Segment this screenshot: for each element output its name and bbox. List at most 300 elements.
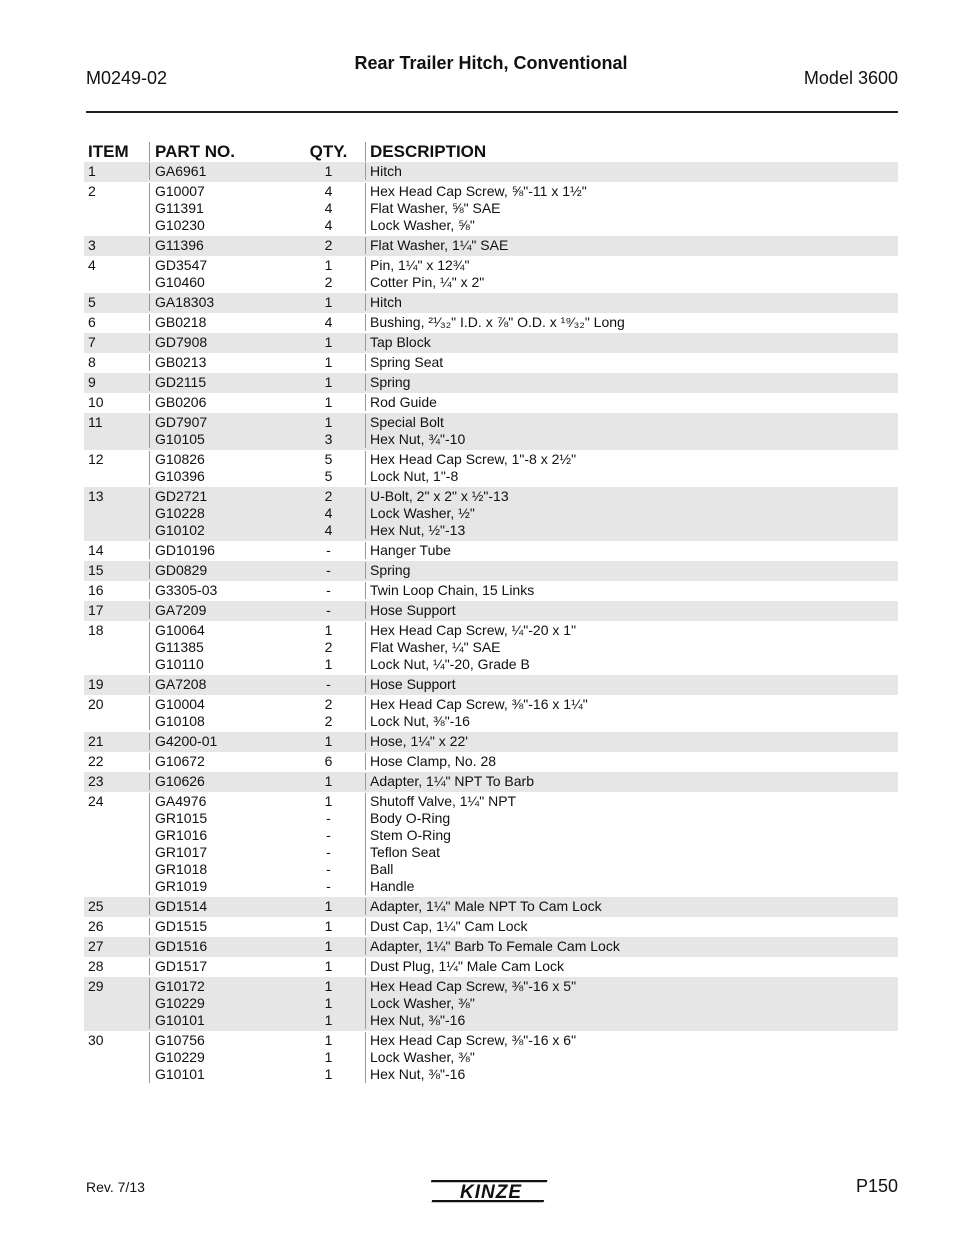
description-cell	[365, 773, 898, 790]
part-number: GD7907	[155, 414, 208, 430]
description: Spring Seat	[370, 354, 444, 370]
part-number: G10102	[155, 522, 205, 538]
description: Body O-Ring	[370, 810, 451, 826]
kinze-logo	[431, 1176, 551, 1206]
part-number: GR1015	[155, 810, 208, 826]
table-row	[84, 487, 898, 541]
item-number: 22	[88, 753, 104, 769]
description: Shutoff Valve, 1¼" NPT	[370, 793, 517, 809]
part-number: G10172	[155, 978, 205, 994]
quantity-cell	[292, 773, 365, 790]
table-row	[84, 675, 898, 695]
part-number: G10105	[155, 431, 205, 447]
column-header-item: ITEM	[88, 142, 129, 161]
quantity: 4	[324, 314, 333, 330]
quantity: -	[326, 861, 331, 877]
description: Lock Nut, 1"-8	[370, 468, 459, 484]
description: Adapter, 1¼" Male NPT To Cam Lock	[370, 898, 602, 914]
description: Cotter Pin, ¼" x 2"	[370, 274, 485, 290]
quantity: -	[326, 562, 331, 578]
part-number: GD1514	[155, 898, 208, 914]
table-row	[84, 561, 898, 581]
description: Lock Washer, ⅜"	[370, 1049, 475, 1065]
table-row	[84, 621, 898, 675]
description-cell	[365, 257, 898, 291]
description: Lock Nut, ⅜"-16	[370, 713, 470, 729]
part-number: G10228	[155, 505, 205, 521]
description: Rod Guide	[370, 394, 437, 410]
part-number-cell	[149, 542, 292, 559]
description: Hex Head Cap Screw, ⅜"-16 x 6"	[370, 1032, 577, 1048]
item-number: 18	[88, 622, 104, 638]
part-number-cell	[149, 394, 292, 411]
part-number: G11396	[155, 237, 204, 253]
column-header-qty: QTY.	[309, 142, 348, 161]
description-cell	[365, 622, 898, 673]
part-number-cell	[149, 898, 292, 915]
part-number: GA18303	[155, 294, 215, 310]
description: Hose Clamp, No. 28	[370, 753, 497, 769]
quantity-cell	[292, 582, 365, 599]
part-number: G11391	[155, 200, 204, 216]
description: Hose, 1¼" x 22'	[370, 733, 468, 749]
quantity: -	[326, 542, 331, 558]
item-number: 11	[88, 414, 103, 430]
description: Hex Nut, ½"-13	[370, 522, 466, 538]
quantity-cell	[292, 183, 365, 234]
description-cell	[365, 602, 898, 619]
item-number: 30	[88, 1032, 104, 1048]
quantity-cell	[292, 163, 365, 180]
part-number: G10229	[155, 995, 205, 1011]
description: Hex Head Cap Screw, ¼"-20 x 1"	[370, 622, 577, 638]
table-row	[84, 1031, 898, 1085]
description: Lock Nut, ¼"-20, Grade B	[370, 656, 530, 672]
part-number-cell	[149, 237, 292, 254]
page-number: P150	[855, 1176, 898, 1196]
item-number: 3	[88, 237, 96, 253]
quantity-cell	[292, 793, 365, 895]
quantity: 1	[324, 1049, 333, 1065]
quantity: 1	[324, 414, 333, 430]
quantity-cell	[292, 733, 365, 750]
quantity-cell	[292, 696, 365, 730]
part-number: GB0218	[155, 314, 207, 330]
table-row	[84, 256, 898, 293]
part-number-cell	[149, 676, 292, 693]
item-number: 24	[88, 793, 104, 809]
quantity: 4	[324, 522, 333, 538]
description: Adapter, 1¼" NPT To Barb	[370, 773, 534, 789]
item-number: 7	[88, 334, 96, 350]
part-number: GD3547	[155, 257, 208, 273]
part-number: GD2721	[155, 488, 208, 504]
item-number: 20	[88, 696, 104, 712]
description-cell	[365, 582, 898, 599]
table-row	[84, 581, 898, 601]
quantity-cell	[292, 314, 365, 331]
description: Spring	[370, 562, 411, 578]
table-body	[84, 162, 898, 1085]
description-cell	[365, 488, 898, 539]
part-number-cell	[149, 257, 292, 291]
part-number-cell	[149, 733, 292, 750]
item-number: 16	[88, 582, 104, 598]
quantity: 4	[324, 183, 333, 199]
part-number-cell	[149, 314, 292, 331]
description: Hanger Tube	[370, 542, 451, 558]
column-header-description: DESCRIPTION	[365, 142, 898, 162]
part-number-cell	[149, 938, 292, 955]
part-number-cell	[149, 918, 292, 935]
item-number: 10	[88, 394, 104, 410]
part-number-cell	[149, 958, 292, 975]
quantity-cell	[292, 414, 365, 448]
quantity-cell	[292, 374, 365, 391]
quantity: 1	[324, 793, 333, 809]
item-number: 13	[88, 488, 104, 504]
quantity-cell	[292, 918, 365, 935]
part-number: GA4976	[155, 793, 207, 809]
part-number-cell	[149, 163, 292, 180]
item-number: 25	[88, 898, 104, 914]
description: Dust Plug, 1¼" Male Cam Lock	[370, 958, 565, 974]
part-number: G10064	[155, 622, 205, 638]
description-cell	[365, 898, 898, 915]
part-number: GB0213	[155, 354, 207, 370]
quantity: -	[326, 878, 331, 894]
part-number: G3305-03	[155, 582, 218, 598]
quantity: -	[326, 602, 331, 618]
description: Adapter, 1¼" Barb To Female Cam Lock	[370, 938, 620, 954]
table-row	[84, 162, 898, 182]
part-number: GD1516	[155, 938, 208, 954]
quantity-cell	[292, 562, 365, 579]
quantity: 1	[324, 958, 333, 974]
quantity: 2	[324, 713, 333, 729]
quantity: 1	[324, 1032, 333, 1048]
part-number-cell	[149, 622, 292, 673]
description: Twin Loop Chain, 15 Links	[370, 582, 535, 598]
description: Hitch	[370, 163, 402, 179]
table-row	[84, 353, 898, 373]
description: Bushing, ²¹⁄₃₂" I.D. x ⅞" O.D. x ¹⁹⁄₃₂" Long	[370, 314, 625, 330]
quantity: 6	[324, 753, 333, 769]
quantity: -	[326, 676, 331, 692]
part-number-cell	[149, 354, 292, 371]
part-number: G10396	[155, 468, 205, 484]
quantity: 1	[324, 1066, 333, 1082]
quantity: -	[326, 844, 331, 860]
part-number: G10230	[155, 217, 205, 233]
part-number: G10229	[155, 1049, 205, 1065]
part-number-cell	[149, 793, 292, 895]
table-row	[84, 373, 898, 393]
quantity: 1	[324, 354, 333, 370]
quantity: 2	[324, 696, 333, 712]
description: Hitch	[370, 294, 402, 310]
description-cell	[365, 237, 898, 254]
description-cell	[365, 938, 898, 955]
table-row	[84, 450, 898, 487]
table-row	[84, 897, 898, 917]
table-row	[84, 601, 898, 621]
table-row	[84, 413, 898, 450]
part-number: G10756	[155, 1032, 205, 1048]
part-number: G10004	[155, 696, 205, 712]
description-cell	[365, 314, 898, 331]
description-cell	[365, 753, 898, 770]
part-number: G10101	[155, 1066, 205, 1082]
item-number: 26	[88, 918, 104, 934]
quantity: 4	[324, 200, 333, 216]
quantity-cell	[292, 237, 365, 254]
quantity: 1	[324, 163, 333, 179]
part-number: GD7908	[155, 334, 208, 350]
quantity-cell	[292, 753, 365, 770]
quantity: 1	[324, 773, 333, 789]
part-number: GR1017	[155, 844, 208, 860]
description: Hex Head Cap Screw, 1"-8 x 2½"	[370, 451, 577, 467]
item-number: 4	[88, 257, 96, 273]
description: Hose Support	[370, 602, 456, 618]
quantity: -	[326, 582, 331, 598]
part-number: G10007	[155, 183, 205, 199]
header-rule	[86, 111, 898, 113]
quantity-cell	[292, 257, 365, 291]
part-number: GD0829	[155, 562, 208, 578]
quantity: 1	[324, 394, 333, 410]
part-number-cell	[149, 978, 292, 1029]
part-number: GD1517	[155, 958, 208, 974]
page-title: Rear Trailer Hitch, Conventional	[354, 53, 628, 73]
description: Hose Support	[370, 676, 456, 692]
description-cell	[365, 918, 898, 935]
quantity: 1	[324, 918, 333, 934]
table-row	[84, 293, 898, 313]
part-number: G11385	[155, 639, 204, 655]
part-number: G10110	[155, 656, 204, 672]
description: Hex Head Cap Screw, ⅜"-16 x 5"	[370, 978, 577, 994]
description: Hex Nut, ⅜"-16	[370, 1066, 466, 1082]
table-row	[84, 333, 898, 353]
description-cell	[365, 334, 898, 351]
item-number: 1	[88, 163, 96, 179]
description: Special Bolt	[370, 414, 444, 430]
item-number: 8	[88, 354, 96, 370]
item-number: 17	[88, 602, 104, 618]
table-row	[84, 752, 898, 772]
description: Hex Head Cap Screw, ⅜"-16 x 1¼"	[370, 696, 588, 712]
quantity: 1	[324, 334, 333, 350]
item-number: 5	[88, 294, 96, 310]
quantity: 1	[324, 898, 333, 914]
doc-number: M0249-02	[86, 68, 168, 88]
part-number: G10108	[155, 713, 205, 729]
quantity: 1	[324, 374, 333, 390]
part-number-cell	[149, 488, 292, 539]
quantity: 5	[324, 468, 333, 484]
description-cell	[365, 958, 898, 975]
description-cell	[365, 354, 898, 371]
description: Dust Cap, 1¼" Cam Lock	[370, 918, 528, 934]
part-number-cell	[149, 414, 292, 448]
quantity-cell	[292, 451, 365, 485]
description: Stem O-Ring	[370, 827, 451, 843]
table-row	[84, 792, 898, 897]
description-cell	[365, 733, 898, 750]
description: Tap Block	[370, 334, 431, 350]
description-cell	[365, 793, 898, 895]
description: Ball	[370, 861, 394, 877]
description-cell	[365, 542, 898, 559]
table-row	[84, 917, 898, 937]
part-number: GB0206	[155, 394, 207, 410]
part-number: GR1018	[155, 861, 208, 877]
quantity: 1	[324, 978, 333, 994]
part-number: G4200-01	[155, 733, 218, 749]
quantity-cell	[292, 898, 365, 915]
item-number: 27	[88, 938, 104, 954]
quantity-cell	[292, 676, 365, 693]
part-number-cell	[149, 294, 292, 311]
description: Hex Nut, ¾"-10	[370, 431, 466, 447]
item-number: 14	[88, 542, 104, 558]
revision-label: Rev. 7/13	[86, 1179, 145, 1195]
quantity: 4	[324, 217, 333, 233]
table-row	[84, 393, 898, 413]
quantity-cell	[292, 488, 365, 539]
part-number: G10826	[155, 451, 205, 467]
quantity-cell	[292, 334, 365, 351]
item-number: 29	[88, 978, 104, 994]
table-row	[84, 313, 898, 333]
quantity: 2	[324, 237, 333, 253]
description-cell	[365, 183, 898, 234]
quantity: 5	[324, 451, 333, 467]
description: Lock Washer, ⅜"	[370, 995, 475, 1011]
quantity: -	[326, 827, 331, 843]
quantity: 1	[324, 656, 333, 672]
model-label: Model 3600	[803, 68, 898, 88]
table-row	[84, 695, 898, 732]
part-number: GR1016	[155, 827, 208, 843]
table-row	[84, 732, 898, 752]
description: Flat Washer, ⅝" SAE	[370, 200, 501, 216]
part-number-cell	[149, 183, 292, 234]
table-row	[84, 772, 898, 792]
quantity: 1	[324, 733, 333, 749]
description-cell	[365, 1032, 898, 1083]
quantity-cell	[292, 394, 365, 411]
description-cell	[365, 163, 898, 180]
part-number: GD10196	[155, 542, 215, 558]
quantity-cell	[292, 958, 365, 975]
item-number: 9	[88, 374, 96, 390]
part-number-cell	[149, 602, 292, 619]
quantity-cell	[292, 354, 365, 371]
description: Flat Washer, ¼" SAE	[370, 639, 501, 655]
part-number: GA7208	[155, 676, 207, 692]
description-cell	[365, 451, 898, 485]
quantity: 1	[324, 622, 333, 638]
table-row	[84, 957, 898, 977]
part-number-cell	[149, 334, 292, 351]
column-header-part: PART NO.	[149, 142, 292, 162]
description-cell	[365, 696, 898, 730]
quantity-cell	[292, 622, 365, 673]
description-cell	[365, 676, 898, 693]
item-number: 28	[88, 958, 104, 974]
part-number: G10626	[155, 773, 205, 789]
item-number: 23	[88, 773, 104, 789]
description: Lock Washer, ½"	[370, 505, 475, 521]
part-number: G10101	[155, 1012, 205, 1028]
quantity: 2	[324, 639, 333, 655]
description-cell	[365, 978, 898, 1029]
part-number: GA6961	[155, 163, 207, 179]
quantity: -	[326, 810, 331, 826]
part-number-cell	[149, 753, 292, 770]
description: Handle	[370, 878, 415, 894]
item-number: 6	[88, 314, 96, 330]
table-header	[84, 140, 898, 162]
description-cell	[365, 294, 898, 311]
quantity: 2	[324, 274, 333, 290]
quantity: 2	[324, 488, 333, 504]
quantity: 3	[324, 431, 333, 447]
part-number-cell	[149, 451, 292, 485]
quantity-cell	[292, 294, 365, 311]
quantity-cell	[292, 978, 365, 1029]
part-number-cell	[149, 374, 292, 391]
description-cell	[365, 562, 898, 579]
description-cell	[365, 414, 898, 448]
part-number-cell	[149, 1032, 292, 1083]
description: Hex Head Cap Screw, ⅝"-11 x 1½"	[370, 183, 587, 199]
description: Hex Nut, ⅜"-16	[370, 1012, 466, 1028]
item-number: 19	[88, 676, 104, 692]
item-number: 15	[88, 562, 104, 578]
part-number: G10672	[155, 753, 205, 769]
item-number: 12	[88, 451, 104, 467]
quantity: 1	[324, 294, 333, 310]
table-row	[84, 937, 898, 957]
quantity: 1	[324, 995, 333, 1011]
part-number-cell	[149, 582, 292, 599]
table-row	[84, 182, 898, 236]
description: Spring	[370, 374, 411, 390]
part-number: GR1019	[155, 878, 208, 894]
quantity-cell	[292, 602, 365, 619]
description-cell	[365, 394, 898, 411]
description: U-Bolt, 2" x 2" x ½"-13	[370, 488, 509, 504]
description-cell	[365, 374, 898, 391]
part-number: G10460	[155, 274, 205, 290]
quantity-cell	[292, 542, 365, 559]
logo-text: KINZE	[460, 1182, 522, 1203]
quantity: 1	[324, 1012, 333, 1028]
part-number-cell	[149, 696, 292, 730]
table-row	[84, 541, 898, 561]
item-number: 21	[88, 733, 104, 749]
quantity-cell	[292, 1032, 365, 1083]
table-row	[84, 977, 898, 1031]
quantity: 4	[324, 505, 333, 521]
quantity-cell	[292, 938, 365, 955]
description: Teflon Seat	[370, 844, 441, 860]
description: Flat Washer, 1¼" SAE	[370, 237, 509, 253]
